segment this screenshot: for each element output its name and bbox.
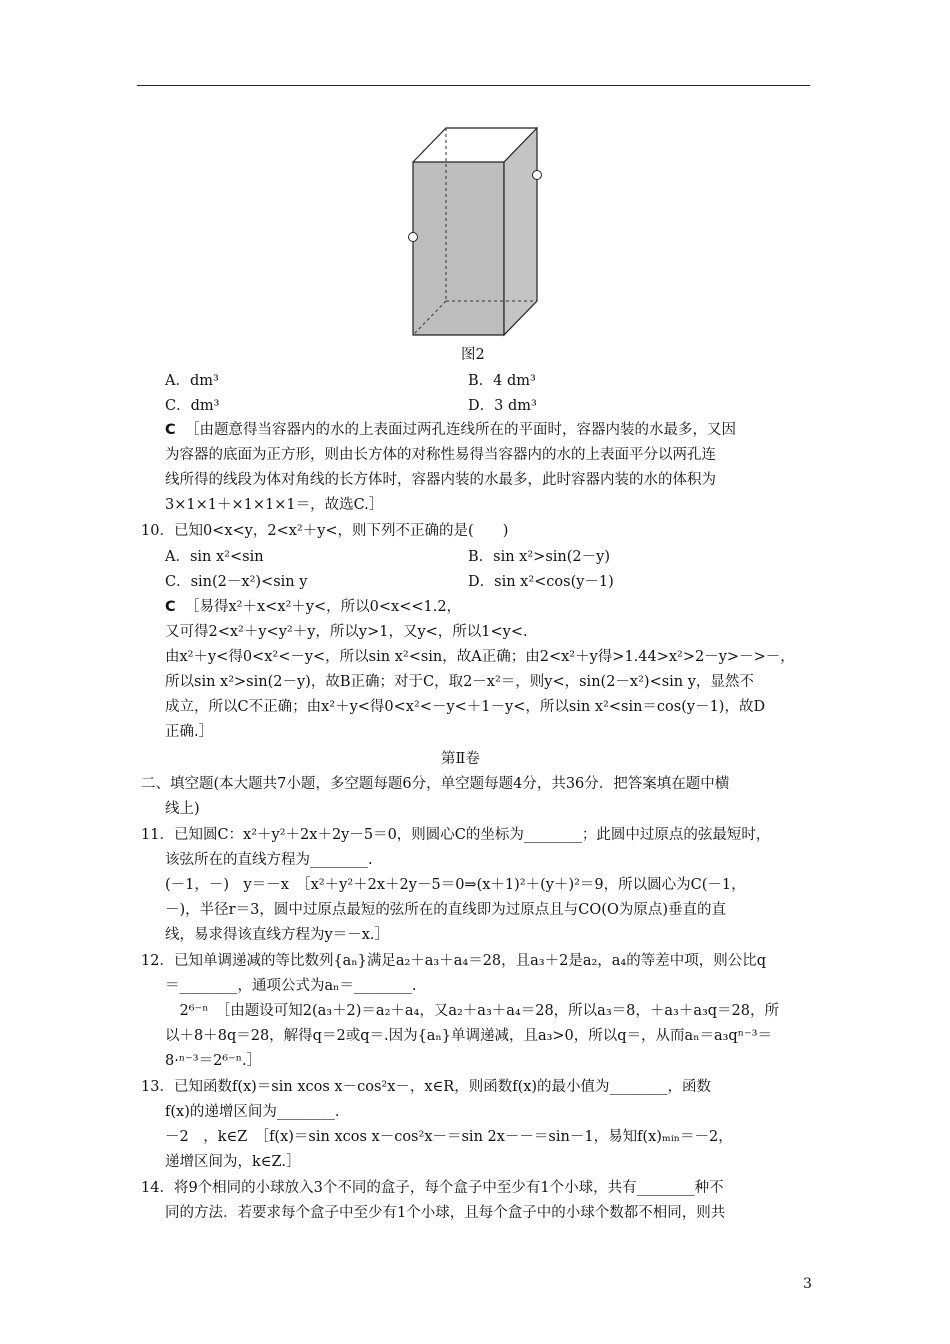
q12-stem-line2: ＝________，通项公式为aₙ＝________.	[165, 978, 417, 994]
q11-stem-line2: 该弦所在的直线方程为________.	[165, 852, 373, 868]
q10-option-d: D．sin x²<cos(y－1)	[468, 574, 614, 590]
q10-option-a: A．sin x²<sin	[165, 549, 264, 565]
q10-solution-line1: ［易得x²＋x<x²＋y<，所以0<x<<1.2，	[185, 599, 462, 615]
page-number: 3	[803, 1276, 812, 1292]
q9-solution-line4: 3×1×1＋×1×1×1＝，故选C.］	[165, 497, 384, 513]
hole-right	[533, 171, 542, 180]
q10-answer: C	[165, 599, 176, 615]
q12-solution-line2: 以＋8＋8q＝28，解得q＝2或q＝.因为{aₙ}单调递减，且a₃>0，所以q＝，从而aₙ＝a₃qⁿ⁻³＝	[165, 1028, 772, 1044]
q9-option-b: B．4 dm³	[468, 373, 536, 389]
q10-solution-line5: 成立，所以C不正确；由x²＋y<得0<x²<－y<＋1－y<，所以sin x²<sin＝cos(y－1)，故D	[165, 699, 766, 715]
box-figure	[405, 125, 550, 344]
q9-option-c: C．dm³	[165, 398, 220, 414]
q10-option-c: C．sin(2－x²)<sin y	[165, 574, 308, 590]
hole-left	[409, 233, 418, 242]
q10-solution-line6: 正确.］	[165, 724, 214, 740]
section-heading-line2: 线上)	[165, 801, 200, 817]
q10-stem: 10．已知0<x<y，2<x²＋y<，则下列不正确的是( )	[141, 523, 509, 539]
header-rule	[137, 85, 810, 86]
part2-title: 第Ⅱ卷	[441, 751, 480, 767]
q13-stem-line1: 13．已知函数f(x)＝sin xcos x－cos²x－，x∈R，则函数f(x)的最小值为________，函数	[141, 1079, 712, 1095]
q13-stem-line2: f(x)的递增区间为________.	[165, 1104, 340, 1120]
section-heading-line1: 二、填空题(本大题共7小题，多空题每题6分，单空题每题4分，共36分．把答案填在题中横	[141, 776, 730, 792]
q11-solution-line2: －)，半径r＝3，圆中过原点最短的弦所在的直线即为过原点且与CO(O为原点)垂直的直	[165, 902, 726, 918]
q10-solution-line2: 又可得2<x²＋y<y²＋y，所以y>1，又y<，所以1<y<.	[165, 624, 528, 640]
q12-stem-line1: 12．已知单调递减的等比数列{aₙ}满足a₂＋a₃＋a₄＝28，且a₃＋2是a₂，a₄的等差中项，则公比q	[141, 953, 767, 969]
q11-solution-line3: 线，易求得该直线方程为y＝－x.］	[165, 927, 389, 943]
q13-solution-line2: 递增区间为，k∈Z.］	[165, 1154, 301, 1170]
q9-option-d: D．3 dm³	[468, 398, 537, 414]
q14-stem-line2: 同的方法．若要求每个盒子中至少有1个小球，且每个盒子中的小球个数都不相同，则共	[165, 1205, 726, 1221]
q11-solution-line1: (－1，－) y＝－x ［x²＋y²＋2x＋2y－5＝0⇒(x＋1)²＋(y＋)²＝9，所以圆心为C(－1，	[165, 877, 746, 893]
q9-option-a: A．dm³	[165, 373, 219, 389]
q12-solution-line1: 2⁶⁻ⁿ ［由题设可知2(a₃＋2)＝a₂＋a₄，又a₂＋a₃＋a₄＝28，所以a₃＝8，＋a₃＋a₃q＝28，所	[165, 1003, 780, 1019]
q9-answer: C	[165, 422, 176, 438]
q9-solution-line1: ［由题意得当容器内的水的上表面过两孔连线所在的平面时，容器内装的水最多，又因	[185, 422, 736, 438]
q14-stem-line1: 14．将9个相同的小球放入3个不同的盒子，每个盒子中至少有1个小球，共有________种不	[141, 1180, 724, 1196]
q13-solution-line1: －2 ，k∈Z ［f(x)＝sin xcos x－cos²x－＝sin 2x－－＝sin－1，易知f(x)ₘᵢₙ＝－2，	[165, 1129, 733, 1145]
figure-caption: 图2	[461, 347, 485, 363]
q12-solution-line3: 8·ⁿ⁻³＝2⁶⁻ⁿ.］	[165, 1053, 262, 1069]
q11-stem-line1: 11．已知圆C：x²＋y²＋2x＋2y－5＝0，则圆心C的坐标为________；此圆中过原点的弦最短时，	[141, 827, 771, 843]
q10-option-b: B．sin x²>sin(2－y)	[468, 549, 610, 565]
q10-solution-line3: 由x²＋y<得0<x²<－y<，所以sin x²<sin，故A正确；由2<x²＋y得>1.44>x²>2－y>－>－，	[165, 649, 795, 665]
q10-solution-line4: 所以sin x²>sin(2－y)，故B正确；对于C，取2－x²＝，则y<，sin(2－x²)<sin y，显然不	[165, 674, 754, 690]
q9-solution-line2: 为容器的底面为正方形，则由长方体的对称性易得当容器内的水的上表面平分以两孔连	[165, 447, 716, 463]
q9-solution-line3: 线所得的线段为体对角线的长方体时，容器内装的水最多，此时容器内装的水的体积为	[165, 472, 716, 488]
